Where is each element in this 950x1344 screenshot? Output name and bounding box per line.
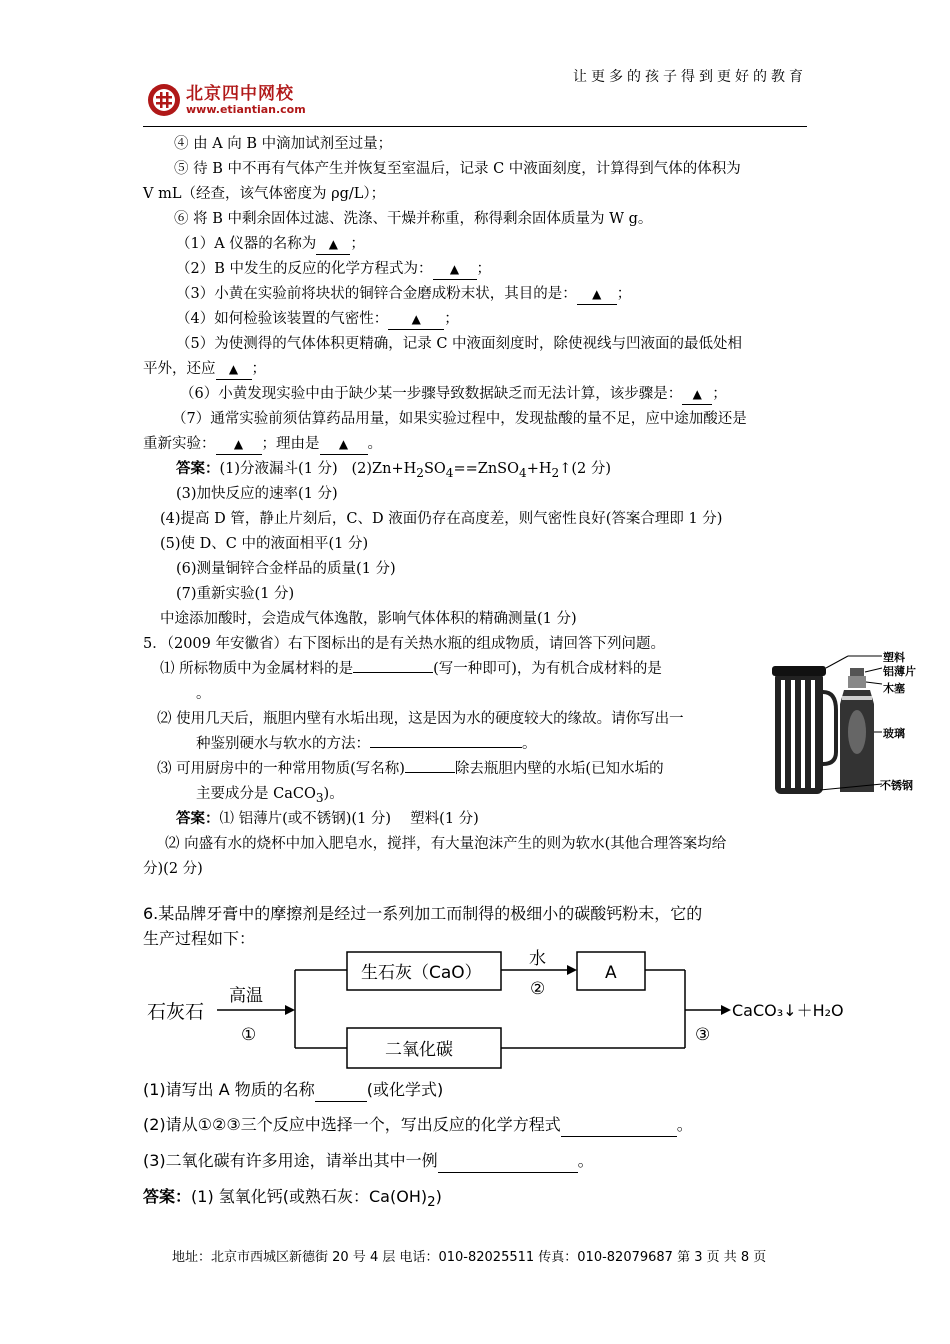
q5-answer-line1 xyxy=(176,809,479,829)
logo-url: www.etiantian.com xyxy=(186,103,306,116)
q4-sub7-blank1 xyxy=(216,434,262,455)
q4-sub5-line1: （5）为使测得的气体体积更精确，记录 C 中液面刻度时，除使视线与凹液面的最低处相 xyxy=(176,336,743,352)
q5-part1-text: ⑴ 所标物质中为金属材料的是 xyxy=(160,661,354,677)
q6-part1 xyxy=(143,1079,443,1102)
flow-product: CaCO₃↓＋H₂O xyxy=(732,1001,844,1020)
thermos-label-cork: 木塞 xyxy=(883,682,905,695)
q4-ans7-reason: 中途添加酸时，会造成气体逸散，影响气体体积的精确测量(1 分) xyxy=(160,611,577,627)
triangle-icon: ▲ xyxy=(338,437,349,451)
q4-sub4-text: （4）如何检验该装置的气密性： xyxy=(176,311,389,327)
flow-step3: ③ xyxy=(695,1025,711,1045)
flow-start: 石灰石 xyxy=(147,1001,205,1023)
q6-stem-line2: 生产过程如下： xyxy=(143,929,256,948)
q5-part2-end: 。 xyxy=(522,736,537,752)
q4-sub2-end: ； xyxy=(476,261,491,277)
flow-box-a-label: A xyxy=(605,963,617,983)
thermos-label-foil: 铝薄片 xyxy=(883,665,916,678)
q4-ans6: (6)测量铜锌合金样品的质量(1 分) xyxy=(176,561,396,577)
q4-sub3-end: ； xyxy=(616,286,632,302)
q4-sub1 xyxy=(176,234,365,255)
q4-sub2-text: （2）B 中发生的反应的化学方程式为： xyxy=(176,261,433,277)
q5-part2-line2 xyxy=(196,734,537,754)
q5-ans2-line2: 分)(2 分) xyxy=(143,861,203,877)
q6-answer-label: 答案： xyxy=(143,1187,192,1206)
triangle-icon: ▲ xyxy=(449,262,460,276)
q4-sub7-blank2 xyxy=(320,434,368,455)
q5-ans1: ⑴ 铝薄片(或不锈钢)(1 分) 塑料(1 分) xyxy=(219,811,479,827)
q4-sub1-blank xyxy=(316,234,350,255)
q4-sub7-reason-label: ；理由是 xyxy=(261,436,320,452)
flow-box-cao-label: 生石灰（CaO） xyxy=(361,963,482,983)
thermos-label-glass: 玻璃 xyxy=(883,727,905,740)
header-divider xyxy=(143,126,807,127)
triangle-icon: ▲ xyxy=(411,312,421,326)
q4-sub1-end: ； xyxy=(350,236,365,252)
q4-sub3-blank xyxy=(577,284,617,305)
q6-ans1: (1) 氢氧化钙(或熟石灰：Ca(OH) xyxy=(191,1187,428,1206)
q6-part3 xyxy=(143,1150,594,1173)
q4-sub5-text: 平外，还应 xyxy=(143,361,216,377)
q5-part2-blank[interactable] xyxy=(370,747,522,748)
q6-part3-blank[interactable] xyxy=(438,1150,578,1173)
q4-ans3: (3)加快反应的速率(1 分) xyxy=(176,486,338,502)
q4-sub7-text: 重新实验： xyxy=(143,436,216,452)
q5-stem: 5．（2009 年安徽省）右下图标出的是有关热水瓶的组成物质，请回答下列问题。 xyxy=(143,636,665,652)
q4-ans4: (4)提高 D 管，静止片刻后，C、D 液面仍存在高度差，则气密性良好(答案合理即 1 分) xyxy=(160,511,723,527)
q4-sub7-line2 xyxy=(143,434,382,455)
q6-answer: 答案：(1) 氢氧化钙(或熟石灰：$Ca(OH)_2$) xyxy=(143,1187,442,1211)
logo xyxy=(146,78,316,124)
q4-sub6-end: ； xyxy=(712,386,727,402)
footer: 地址：北京市西城区新德街 20 号 4 层 电话：010-82025511 传真：010-82079687 第 3 页 共 8 页 xyxy=(172,1250,767,1265)
q4-ans7: (7)重新实验(1 分) xyxy=(176,586,295,602)
q4-sub6-text: （6）小黄发现实验中由于缺少某一步骤导致数据缺乏而无法计算，该步骤是： xyxy=(180,386,683,402)
logo-emblem-icon xyxy=(146,82,182,118)
q4-answer-line1 xyxy=(176,459,611,483)
q5-part2-text: 种鉴别硬水与软水的方法： xyxy=(196,736,370,752)
q5-answer-label: 答案： xyxy=(176,810,220,827)
flow-box-co2-label: 二氧化碳 xyxy=(385,1040,453,1060)
q6-part3-text: (3)二氧化碳有许多用途，请举出其中一例 xyxy=(143,1151,438,1170)
q4-sub2 xyxy=(176,259,491,280)
q4-sub5-line2 xyxy=(143,359,266,380)
q4-sub5-end: ； xyxy=(251,361,266,377)
q4-ans2: $(2)Zn+H_2SO_4==ZnSO_4+H_2↑(2$ 分) xyxy=(351,461,611,480)
q4-sub5-blank xyxy=(216,359,252,380)
q5-part1-end: 。 xyxy=(196,686,211,702)
production-flow-diagram xyxy=(145,948,865,1088)
q5-part3-line2: 主要成分是 CaCO$_3$)。 xyxy=(196,786,344,805)
q5-part1-blank1[interactable] xyxy=(353,672,433,673)
q6-part2-end: 。 xyxy=(676,1115,693,1134)
q4-sub4-end: ； xyxy=(444,311,459,327)
q6-part3-end: 。 xyxy=(577,1151,594,1170)
triangle-icon: ▲ xyxy=(233,437,244,451)
q4-sub2-blank xyxy=(433,259,477,280)
q4-sub7-end: 。 xyxy=(367,436,382,452)
q4-sub6-blank xyxy=(682,384,712,405)
triangle-icon: ▲ xyxy=(228,362,239,376)
q4-step4: ④ 由 A 向 B 中滴加试剂至过量； xyxy=(174,136,393,152)
q4-ans5: (5)使 D、C 中的液面相平(1 分) xyxy=(160,536,369,552)
flow-arrowhead-3 xyxy=(721,1005,731,1015)
q4-step6: ⑥ 将 B 中剩余固体过滤、洗涤、干燥并称重，称得剩余固体质量为 W g。 xyxy=(174,211,653,227)
thermos-label-plastic: 塑料 xyxy=(883,651,905,664)
q5-part1-text2: (写一种即可)，为有机合成材料的是 xyxy=(433,661,662,677)
q6-part1-text: (1)请写出 A 物质的名称 xyxy=(143,1080,315,1099)
logo-text: 北京四中网校 xyxy=(186,84,294,104)
flow-cond1: 高温 xyxy=(229,986,263,1006)
q5-part3-blank[interactable] xyxy=(405,772,455,773)
thermos-label-steel: 不锈钢 xyxy=(880,779,913,792)
q5-part3-text: ⑶ 可用厨房中的一种常用物质(写名称) xyxy=(157,761,405,777)
q5-part3-line1 xyxy=(157,759,664,779)
q4-sub3 xyxy=(176,284,631,305)
q6-part2-text: (2)请从①②③三个反应中选择一个，写出反应的化学方程式 xyxy=(143,1115,561,1134)
flow-arrowhead-2 xyxy=(567,965,577,975)
q6-part2 xyxy=(143,1114,693,1137)
q5-part1 xyxy=(160,659,662,679)
q4-ans1: (1)分液漏斗(1 分) xyxy=(219,461,338,477)
q6-part1-text2: (或化学式) xyxy=(366,1080,444,1099)
triangle-icon: ▲ xyxy=(592,287,602,301)
q4-sub6 xyxy=(180,384,727,405)
flow-step1: ① xyxy=(241,1025,257,1045)
q6-part1-blank[interactable] xyxy=(315,1079,367,1102)
q4-answer-label: 答案： xyxy=(176,460,220,477)
q4-sub4-blank xyxy=(388,309,444,330)
triangle-icon: ▲ xyxy=(692,387,702,401)
q6-stem-line1: 6.某品牌牙膏中的摩擦剂是经过一系列加工而制得的极细小的碳酸钙粉末，它的 xyxy=(143,904,703,923)
flow-step2: ② xyxy=(530,979,546,999)
q5-part3-text2: 除去瓶胆内壁的水垢(已知水垢的 xyxy=(454,761,664,777)
q6-part2-blank[interactable] xyxy=(561,1114,677,1137)
triangle-icon: ▲ xyxy=(328,237,338,251)
q4-sub7-line1: （7）通常实验前须估算药品用量，如果实验过程中，发现盐酸的量不足，应中途加酸还是 xyxy=(172,411,747,427)
q5-part2-line1: ⑵ 使用几天后，瓶胆内壁有水垢出现，这是因为水的硬度较大的缘故。请你写出一 xyxy=(157,711,684,727)
q4-step5-line1: ⑤ 待 B 中不再有气体产生并恢复至室温后，记录 C 中液面刻度，计算得到气体的体积为 xyxy=(174,161,741,177)
q4-sub1-text: （1）A 仪器的名称为 xyxy=(176,236,317,252)
q5-ans2-line1: ⑵ 向盛有水的烧杯中加入肥皂水，搅拌，有大量泡沫产生的则为软水(其他合理答案均给 xyxy=(165,836,727,852)
flow-arrowhead-1 xyxy=(285,1005,295,1015)
flow-water: 水 xyxy=(529,949,546,969)
header-slogan: 让更多的孩子得到更好的教育 xyxy=(573,69,807,85)
q4-sub3-text: （3）小黄在实验前将块状的铜锌合金磨成粉末状，其目的是： xyxy=(176,286,577,302)
q4-step5-line2: V mL（经查，该气体密度为 ρg/L）； xyxy=(143,186,386,202)
q4-sub4 xyxy=(176,309,459,330)
